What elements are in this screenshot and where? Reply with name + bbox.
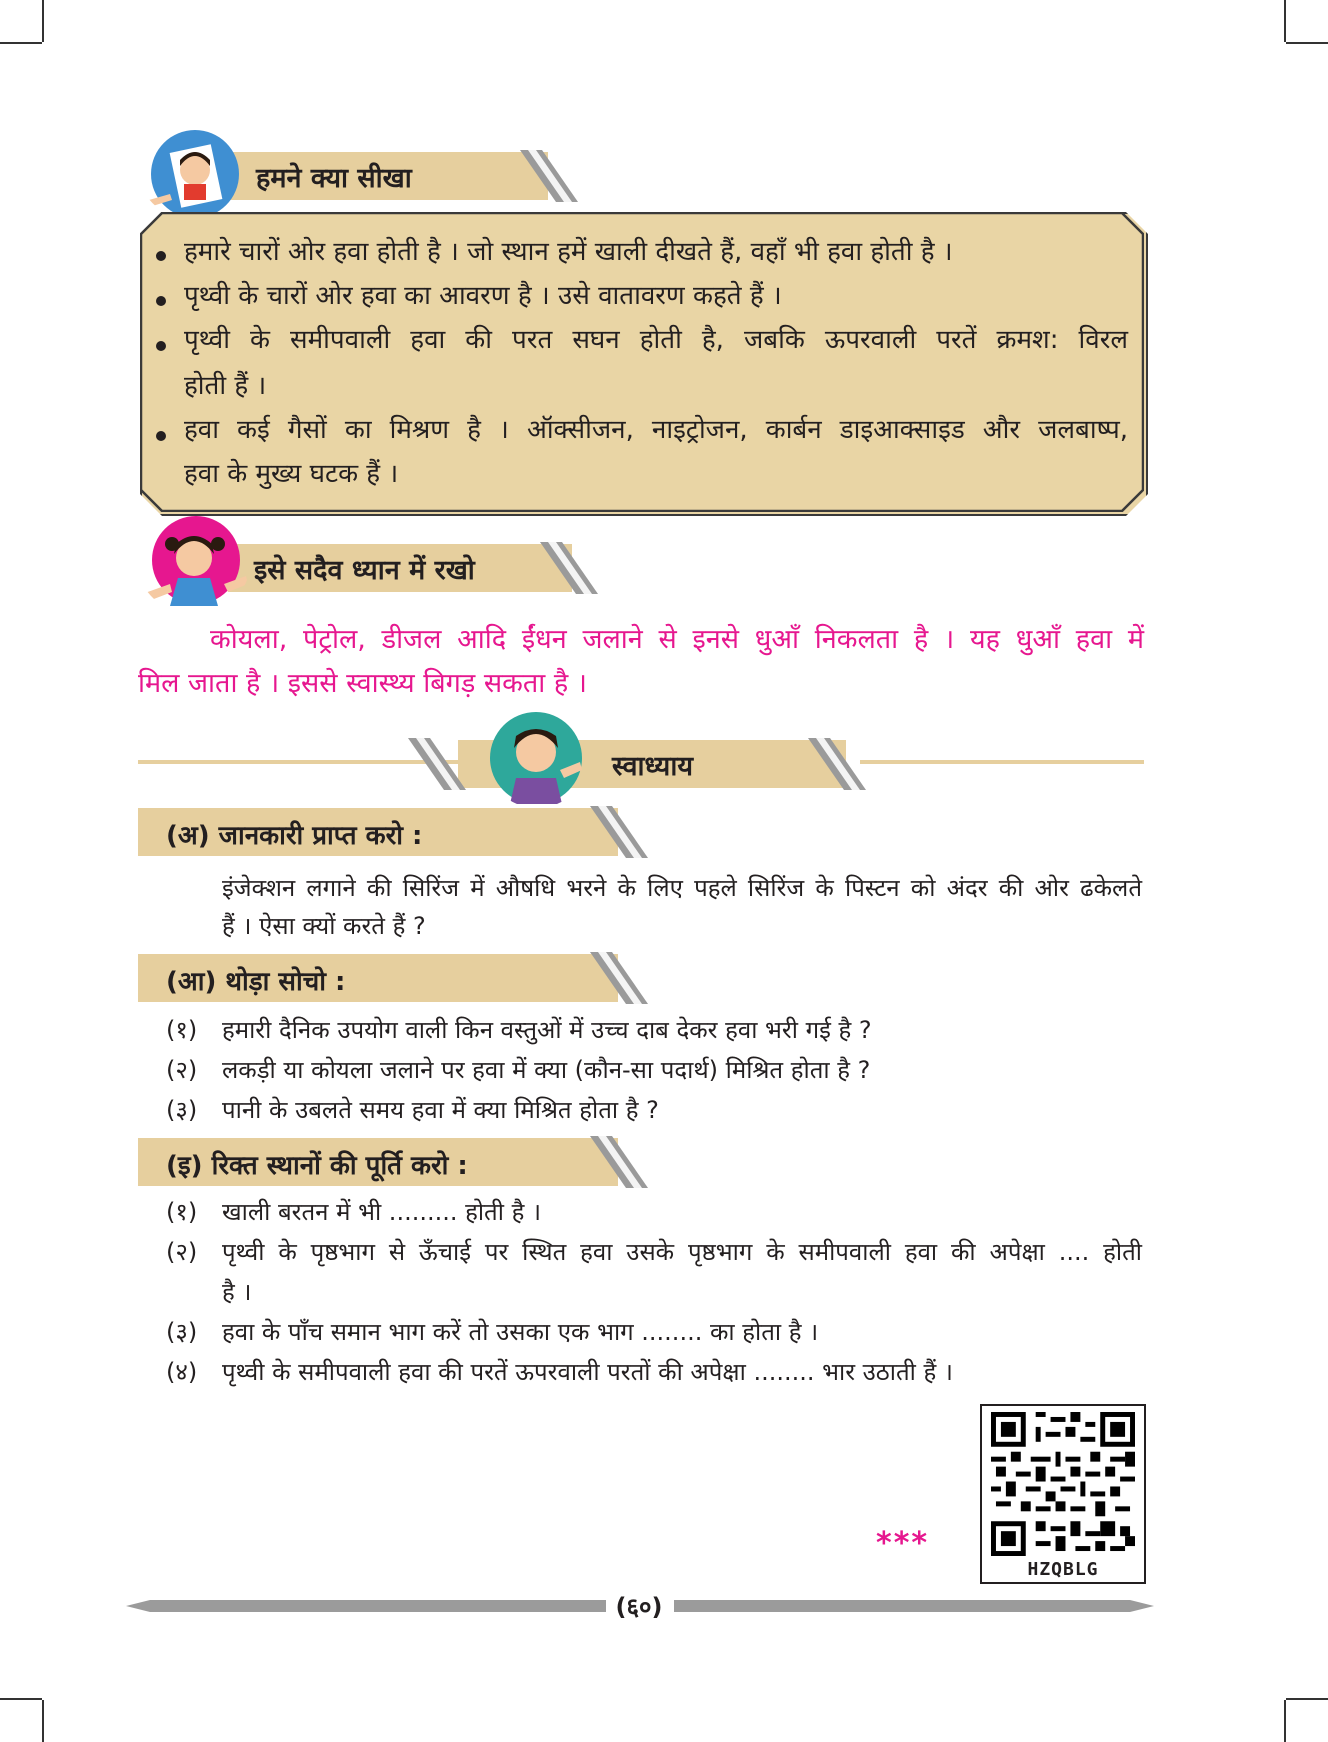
remember-title: इसे सदैव ध्यान में रखो [254,555,475,586]
learned-title: हमने क्या सीखा [256,163,412,194]
crop-mark [1284,1700,1286,1742]
crop-mark [0,42,42,44]
learned-point-4: हवा कई गैसों का मिश्रण है । ऑक्सीजन, नाइट्रोजन, कार्बन डाइआक्साइड और जलबाष्प, [184,415,1128,445]
think-question-2: लकड़ी या कोयला जलाने पर हवा में क्या (कौन-सा पदार्थ) मिश्रित होता है ? [222,1056,871,1084]
fill-blank-3: हवा के पाँच समान भाग करें तो उसका एक भाग ........ का होता है । [222,1318,819,1346]
remember-text-line-2: मिल जाता है । इससे स्वास्थ्य बिगड़ सकता है । [138,668,587,699]
learned-point-3: पृथ्वी के समीपवाली हवा की परत सघन होती है, जबकि ऊपरवाली परतें क्रमश: विरल [184,325,1128,355]
bullet-dot [156,341,166,351]
crop-mark [1284,0,1286,42]
learned-point-1: हमारे चारों ओर हवा होती है । जो स्थान हमें खाली दीखते हैं, वहाँ भी हवा होती है । [184,237,953,267]
qr-code[interactable] [980,1404,1146,1584]
girl-avatar-icon [140,128,250,220]
header-slash-decoration [590,952,648,1004]
header-slash-decoration [540,542,598,594]
remember-text-line-1: कोयला, पेट्रोल, डीजल आदि ईंधन जलाने से इनसे धुआँ निकलता है । यह धुआँ हवा में [210,624,1144,655]
question-number: (१) [166,1016,198,1044]
footer-rule-right [674,1600,1154,1612]
page-number: (६०) [615,1593,663,1621]
header-slash-decoration [808,738,866,790]
question-number: (३) [166,1318,198,1346]
question-number: (२) [166,1056,198,1084]
bullet-dot [156,431,166,441]
think-question-1: हमारी दैनिक उपयोग वाली किन वस्तुओं में उच्च दाब देकर हवा भरी गई है ? [222,1016,872,1044]
girl-avatar-icon [138,514,250,614]
think-question-3: पानी के उबलते समय हवा में क्या मिश्रित होता है ? [222,1096,659,1124]
fill-blank-4: पृथ्वी के समीपवाली हवा की परतें ऊपरवाली परतों की अपेक्षा ........ भार उठाती हैं । [222,1358,953,1386]
end-stars: *** [876,1526,930,1561]
question-number: (२) [166,1238,198,1266]
bullet-dot [156,296,166,306]
exercise-rule-right [860,760,1144,764]
learned-point-4-cont: हवा के मुख्य घटक हैं । [184,459,399,489]
header-slash-decoration [520,150,578,202]
question-number: (१) [166,1198,198,1226]
section-a-text-line-1: इंजेक्शन लगाने की सिरिंज में औषधि भरने के लिए पहले सिरिंज के पिस्टन को अंदर की ओर ढकेलते [222,874,1142,902]
fill-blank-2-cont: है । [222,1278,252,1306]
crop-mark [1286,1698,1328,1700]
crop-mark [1286,42,1328,44]
section-a-text-line-2: हैं । ऐसा क्यों करते हैं ? [222,912,426,940]
question-number: (४) [166,1358,198,1386]
question-number: (३) [166,1096,198,1124]
crop-mark [0,1698,42,1700]
header-slash-decoration [590,806,648,858]
header-slash-decoration [590,1136,648,1188]
qr-code-label: HZQBLG [1027,1559,1099,1580]
footer-rule-left [126,1600,606,1612]
crop-mark [42,1700,44,1742]
header-slash-decoration [408,738,466,790]
section-i-heading: (इ) रिक्त स्थानों की पूर्ति करो : [166,1151,468,1181]
section-aa-heading: (आ) थोड़ा सोचो : [166,967,346,997]
learned-point-2: पृथ्वी के चारों ओर हवा का आवरण है । उसे वातावरण कहते हैं । [184,281,782,311]
bullet-dot [156,251,166,261]
learned-point-3-cont: होती हैं । [184,371,267,401]
section-a-heading: (अ) जानकारी प्राप्त करो : [166,821,423,851]
crop-mark [42,0,44,42]
exercise-title: स्वाध्याय [612,751,693,782]
qr-code-pattern-icon [991,1412,1135,1556]
boy-avatar-icon [486,708,588,808]
fill-blank-1: खाली बरतन में भी ......... होती है । [222,1198,542,1226]
fill-blank-2: पृथ्वी के पृष्ठभाग से ऊँचाई पर स्थित हवा उसके पृष्ठभाग के समीपवाली हवा की अपेक्षा .... होती [222,1238,1142,1266]
